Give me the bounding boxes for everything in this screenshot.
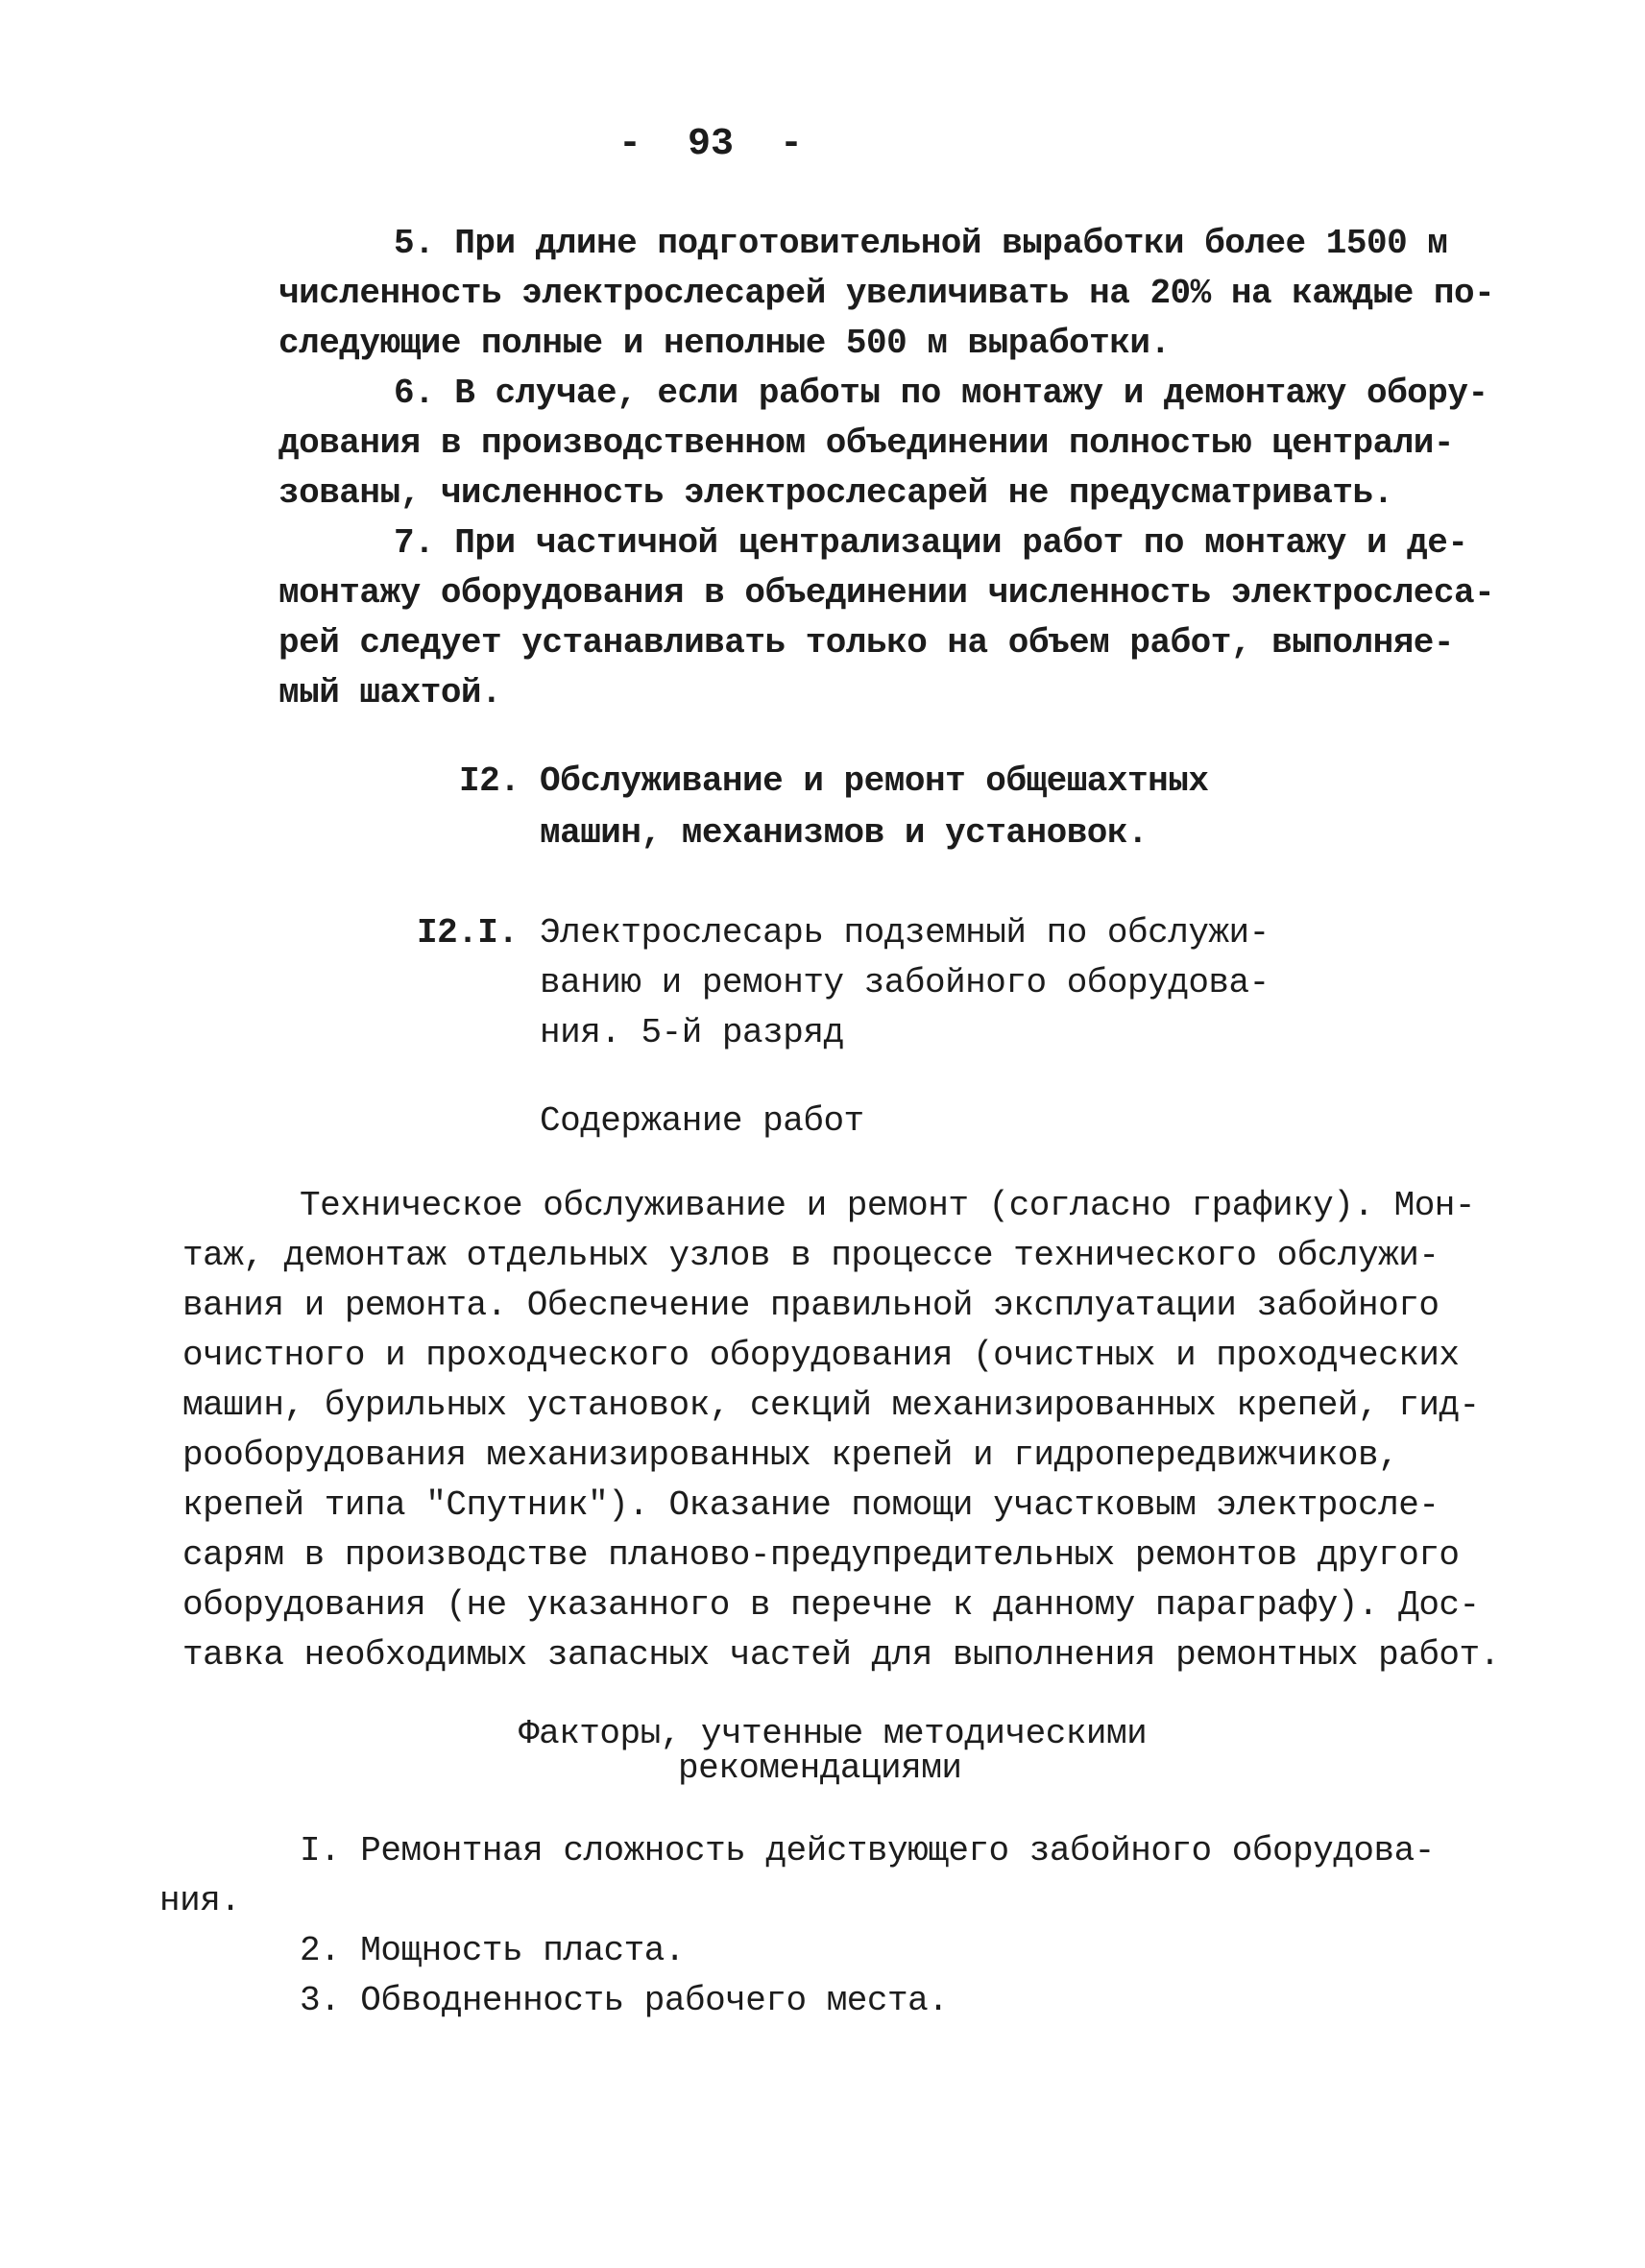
- work-content-heading: Содержание работ: [540, 1101, 864, 1141]
- subsection-title-line-3: ния. 5-й разряд: [540, 1013, 844, 1052]
- paragraph-6-line-2: дования в производственном объединении полностью централи-: [278, 423, 1455, 463]
- factors-heading-line-1: Факторы, учтенные методическими: [519, 1714, 1148, 1753]
- section-title-line-1: Обслуживание и ремонт общешахтных: [540, 761, 1209, 801]
- subsection-number: I2.I.: [417, 913, 519, 953]
- work-content-line-7: крепей типа "Спутник"). Оказание помощи участковым электросле-: [182, 1485, 1439, 1525]
- work-content-line-1: Техническое обслуживание и ремонт (согласно графику). Мон-: [300, 1186, 1476, 1225]
- factor-item-3: 3. Обводненность рабочего места.: [300, 1981, 949, 2020]
- work-content-line-9: оборудования (не указанного в перечне к данному параграфу). Дос-: [182, 1585, 1480, 1625]
- paragraph-7-line-1: 7. При частичной централизации работ по монтажу и де-: [394, 523, 1468, 563]
- work-content-line-5: машин, бурильных установок, секций механизированных крепей, гид-: [182, 1386, 1480, 1425]
- factor-item-1: I. Ремонтная сложность действующего забойного оборудова-: [300, 1831, 1435, 1870]
- factor-item-2: 2. Мощность пласта.: [300, 1931, 685, 1970]
- paragraph-6-line-1: 6. В случае, если работы по монтажу и демонтажу обору-: [394, 374, 1488, 413]
- paragraph-6-line-3: зованы, численность электрослесарей не предусматривать.: [278, 473, 1393, 513]
- section-title-line-2: машин, механизмов и установок.: [540, 813, 1149, 853]
- paragraph-7-line-3: рей следует устанавливать только на объем работ, выполняе-: [278, 623, 1455, 663]
- work-content-line-8: сарям в производстве планово-предупредительных ремонтов другого: [182, 1535, 1460, 1575]
- section-number: I2.: [459, 761, 520, 801]
- paragraph-5-line-1: 5. При длине подготовительной выработки более 1500 м: [394, 224, 1448, 263]
- subsection-title-line-2: ванию и ремонту забойного оборудова-: [540, 963, 1270, 1002]
- page-number: - 93 -: [617, 123, 804, 166]
- paragraph-5-line-3: следующие полные и неполные 500 м выработки.: [278, 324, 1171, 363]
- paragraph-5-line-2: численность электрослесарей увеличивать на 20% на каждые по-: [278, 274, 1495, 313]
- paragraph-7-line-4: мый шахтой.: [278, 673, 502, 712]
- factor-item-1-continuation: ния.: [159, 1881, 241, 1920]
- subsection-title-line-1: Электрослесарь подземный по обслужи-: [540, 913, 1270, 953]
- work-content-line-3: вания и ремонта. Обеспечение правильной эксплуатации забойного: [182, 1286, 1439, 1325]
- factors-heading-line-2: рекомендациями: [678, 1749, 962, 1788]
- work-content-line-2: таж, демонтаж отдельных узлов в процессе технического обслужи-: [182, 1236, 1439, 1275]
- work-content-line-4: очистного и проходческого оборудования (очистных и проходческих: [182, 1336, 1460, 1375]
- paragraph-7-line-2: монтажу оборудования в объединении численность электрослеса-: [278, 573, 1495, 613]
- work-content-line-6: рооборудования механизированных крепей и гидропередвижчиков,: [182, 1436, 1399, 1475]
- work-content-line-10: тавка необходимых запасных частей для выполнения ремонтных работ.: [182, 1635, 1500, 1675]
